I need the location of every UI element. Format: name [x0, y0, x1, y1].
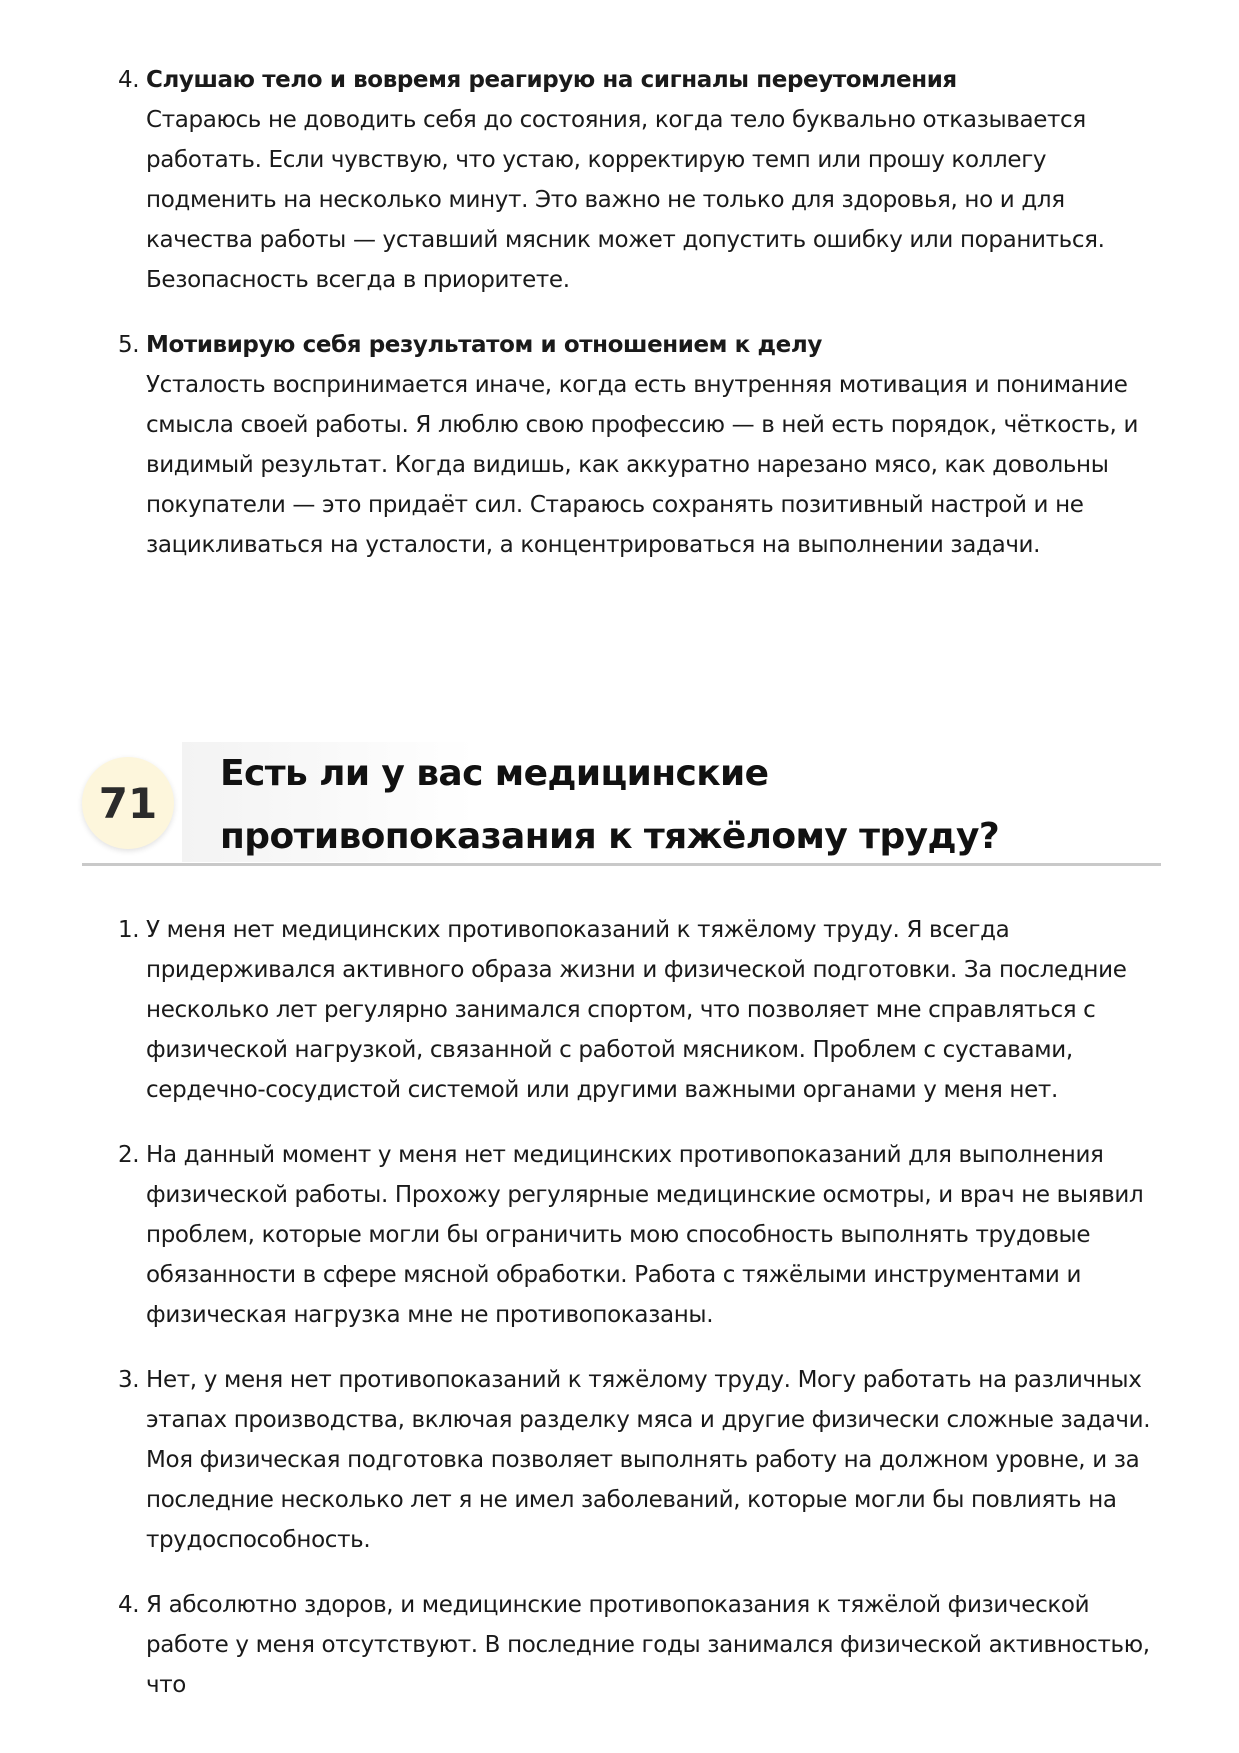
item-text: Усталость воспринимается иначе, когда есть внутренняя мотивация и понимание смысла своей работы. Я люблю свою профессию — в ней есть порядок, чёткость, и видимый результат. Когда видишь, как аккуратно нарезано мясо, как довольны покупатели — это придаёт сил. Стараюсь сохранять позитивный настрой и не зацикливаться на усталости, а концентрироваться на выполнении задачи.: [146, 372, 1139, 558]
answer-text: Я абсолютно здоров, и медицинские противопоказания к тяжёлой физической работе у меня отсутствуют. В последние годы занимался физической активностью, что: [146, 1592, 1150, 1698]
question-header: [82, 742, 1161, 866]
item-number: 5.: [118, 332, 140, 358]
answer-text: У меня нет медицинских противопоказаний к тяжёлому труду. Я всегда придерживался активного образа жизни и физической подготовки. За последние несколько лет регулярно занимался спортом, что позволяет мне справляться с физической нагрузкой, связанной с работой мясником. Проблем с суставами, сердечно-сосудистой системой или другими важными органами у меня нет.: [146, 917, 1127, 1103]
item-text: Стараюсь не доводить себя до состояния, когда тело буквально отказывается работать. Если чувствую, что устаю, корректирую темп или прошу коллегу подменить на несколько минут. Это важно не только для здоровья, но и для качества работы — уставший мясник может допустить ошибку или пораниться. Безопасность всегда в приоритете.: [146, 107, 1105, 293]
answer-text: Нет, у меня нет противопоказаний к тяжёлому труду. Могу работать на различных этапах производства, включая разделку мяса и другие физически сложные задачи. Моя физическая подготовка позволяет выполнять работу на должном уровне, и за последние несколько лет я не имел заболеваний, которые могли бы повлиять на трудоспособность.: [146, 1367, 1151, 1553]
list-item: [118, 325, 1168, 565]
answer-number: 4.: [118, 1592, 140, 1618]
item-title: Мотивирую себя результатом и отношением к делу: [146, 332, 822, 358]
question-divider: [82, 863, 1161, 866]
answer-number: 3.: [118, 1367, 140, 1393]
answer-item: [118, 910, 1168, 1110]
item-title: Слушаю тело и вовремя реагирую на сигналы переутомления: [146, 67, 957, 93]
question-number-badge: 71: [82, 757, 174, 849]
list-item: [118, 60, 1168, 300]
tips-list: [118, 60, 1168, 565]
item-number: 4.: [118, 67, 140, 93]
question-title: Есть ли у вас медицинские противопоказания к тяжёлому труду?: [220, 753, 1000, 857]
answer-number: 2.: [118, 1142, 140, 1168]
answer-item: [118, 1135, 1168, 1335]
answer-number: 1.: [118, 917, 140, 943]
answer-item: [118, 1360, 1168, 1560]
answers-list: [118, 910, 1168, 1705]
answer-text: На данный момент у меня нет медицинских противопоказаний для выполнения физической работы. Прохожу регулярные медицинские осмотры, и врач не выявил проблем, которые могли бы ограничить мою способность выполнять трудовые обязанности в сфере мясной обработки. Работа с тяжёлыми инструментами и физическая нагрузка мне не противопоказаны.: [146, 1142, 1144, 1328]
answer-item: [118, 1585, 1168, 1705]
